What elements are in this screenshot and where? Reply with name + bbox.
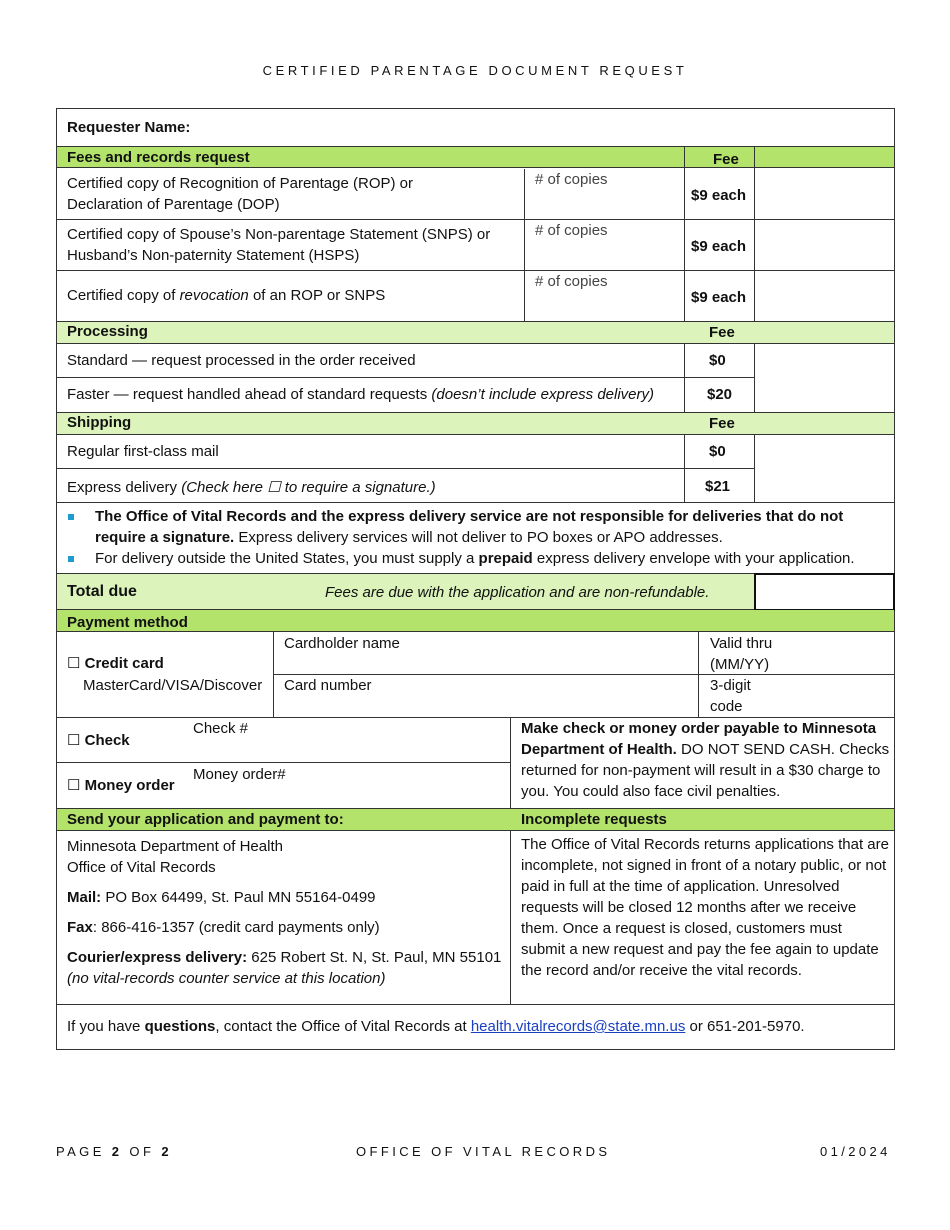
requester-name-field[interactable] xyxy=(197,113,887,141)
checkbox-icon[interactable]: ☐ xyxy=(67,732,81,749)
rop-copy-line2: Declaration of Parentage (DOP) xyxy=(67,196,280,213)
snps-copies-field[interactable] xyxy=(525,220,685,270)
incomplete-requests-text: The Office of Vital Records returns applications that are incomplete, not signed in front of a notary public, or not paid in full at the time of application. Unresolved requests will be closed 12 months after we receive them. Once a request is closed, customers must submit a new request and pay the fee again to update the record and/or receive the vital records. xyxy=(521,836,889,979)
faster-processing-fee: $20 xyxy=(707,386,733,403)
bullet-icon xyxy=(68,514,74,520)
card-number-field[interactable] xyxy=(273,675,698,717)
cardholder-name-label: Cardholder name xyxy=(284,635,400,652)
regular-mail-fee: $0 xyxy=(709,443,726,460)
check-number-label: Check # xyxy=(193,720,249,737)
shipping-fee-header: Fee xyxy=(709,415,735,432)
bullet-icon xyxy=(68,556,74,562)
check-number-field[interactable] xyxy=(187,718,509,762)
card-number-label: Card number xyxy=(284,677,372,694)
send-org-line2: Office of Vital Records xyxy=(67,859,216,876)
shipping-section-header xyxy=(57,412,894,435)
credit-card-option[interactable]: ☐ Credit card xyxy=(67,655,164,672)
shipping-amount-field[interactable] xyxy=(755,435,894,502)
page-title: CERTIFIED PARENTAGE DOCUMENT REQUEST xyxy=(262,63,688,78)
send-org-line1: Minnesota Department of Health xyxy=(67,838,283,855)
regular-mail-option[interactable]: Regular first-class mail xyxy=(67,443,219,460)
payable-instructions: Make check or money order payable to Minnesota Department of Health. DO NOT SEND CASH. Checks returned for non-payment will result in a $30 charge to you. You could also face civil penalties. xyxy=(521,720,890,800)
delivery-note-2: For delivery outside the United States, you must supply a prepaid express delivery envelope with your application. xyxy=(95,550,855,567)
security-code-label-1: 3-digit xyxy=(710,677,751,694)
payment-title: Payment method xyxy=(67,614,188,631)
valid-thru-field[interactable] xyxy=(698,632,894,674)
processing-section-header xyxy=(57,321,894,344)
revocation-fee: $9 each xyxy=(691,289,747,306)
rop-amount-field[interactable] xyxy=(755,169,894,219)
snps-amount-field[interactable] xyxy=(755,220,894,270)
security-code-label-2: code xyxy=(710,698,743,715)
faster-processing-option[interactable]: Faster — request handled ahead of standard requests (doesn’t include express delivery) xyxy=(67,386,655,403)
courier-address: Courier/express delivery: 625 Robert St. N, St. Paul, MN 55101 xyxy=(67,949,502,966)
mail-address: Mail: PO Box 64499, St. Paul MN 55164-0499 xyxy=(67,889,376,906)
footer-date: 01/2024 xyxy=(820,1144,891,1159)
card-brands: MasterCard/VISA/Discover xyxy=(83,677,263,694)
security-code-field[interactable] xyxy=(698,675,894,717)
fax-number: Fax: 866-416-1357 (credit card payments only) xyxy=(67,919,380,936)
money-order-number-field[interactable] xyxy=(187,763,509,807)
questions-contact: If you have questions, contact the Office of Vital Records at health.vitalrecords@state.mn.us or 651-201-5970. xyxy=(67,1018,805,1035)
shipping-title: Shipping xyxy=(67,414,132,431)
valid-thru-label-1: Valid thru xyxy=(710,635,773,652)
incomplete-title: Incomplete requests xyxy=(521,811,667,828)
processing-title: Processing xyxy=(67,323,148,340)
total-due-field[interactable] xyxy=(754,573,895,611)
express-delivery-fee: $21 xyxy=(705,478,731,495)
revocation-copy-label: Certified copy of revocation of an ROP or SNPS xyxy=(67,287,386,304)
request-form xyxy=(56,108,895,1050)
snps-fee: $9 each xyxy=(691,238,747,255)
check-option[interactable]: ☐ Check xyxy=(67,732,130,749)
rop-copies-field[interactable] xyxy=(525,169,685,219)
rop-copy-line1: Certified copy of Recognition of Parentage (ROP) or xyxy=(67,175,414,192)
checkbox-icon[interactable]: ☐ xyxy=(67,777,81,794)
footer-office: OFFICE OF VITAL RECORDS xyxy=(356,1144,611,1159)
requester-name-label: Requester Name: xyxy=(67,119,191,136)
send-title: Send your application and payment to: xyxy=(67,811,344,828)
fee-column-header: Fee xyxy=(713,151,739,168)
fees-section-title: Fees and records request xyxy=(67,149,250,166)
snps-copy-line2: Husband’s Non-paternity Statement (HSPS) xyxy=(67,247,360,264)
rop-copies-label: # of copies xyxy=(535,171,608,188)
total-due-label: Total due xyxy=(67,583,137,600)
total-due-note: Fees are due with the application and are non-refundable. xyxy=(325,584,710,601)
revocation-copies-field[interactable] xyxy=(525,271,685,321)
cardholder-name-field[interactable] xyxy=(273,632,698,674)
revocation-amount-field[interactable] xyxy=(755,271,894,321)
page-number: PAGE 2 OF 2 xyxy=(56,1144,172,1159)
email-link[interactable]: health.vitalrecords@state.mn.us xyxy=(470,1018,686,1035)
money-order-option[interactable]: ☐ Money order xyxy=(67,777,175,794)
snps-copy-line1: Certified copy of Spouse’s Non-parentage Statement (SNPS) or xyxy=(67,226,491,243)
rop-fee: $9 each xyxy=(691,187,747,204)
express-delivery-option[interactable]: Express delivery (Check here ☐ to require a signature.) xyxy=(67,479,436,496)
valid-thru-label-2: (MM/YY) xyxy=(710,656,770,673)
standard-processing-option[interactable]: Standard — request processed in the order received xyxy=(67,352,416,369)
delivery-note-1: The Office of Vital Records and the express delivery service are not responsible for deliveries that do not require a signature. Express delivery services will not deliver to PO boxes or APO addresses. xyxy=(95,508,844,546)
snps-copies-label: # of copies xyxy=(535,222,608,239)
revocation-copies-label: # of copies xyxy=(535,273,608,290)
processing-fee-header: Fee xyxy=(709,324,735,341)
courier-note: (no vital-records counter service at this location) xyxy=(67,970,386,987)
money-order-number-label: Money order# xyxy=(193,766,286,783)
processing-amount-field[interactable] xyxy=(755,344,894,412)
standard-processing-fee: $0 xyxy=(709,352,726,369)
checkbox-icon[interactable]: ☐ xyxy=(67,655,81,672)
